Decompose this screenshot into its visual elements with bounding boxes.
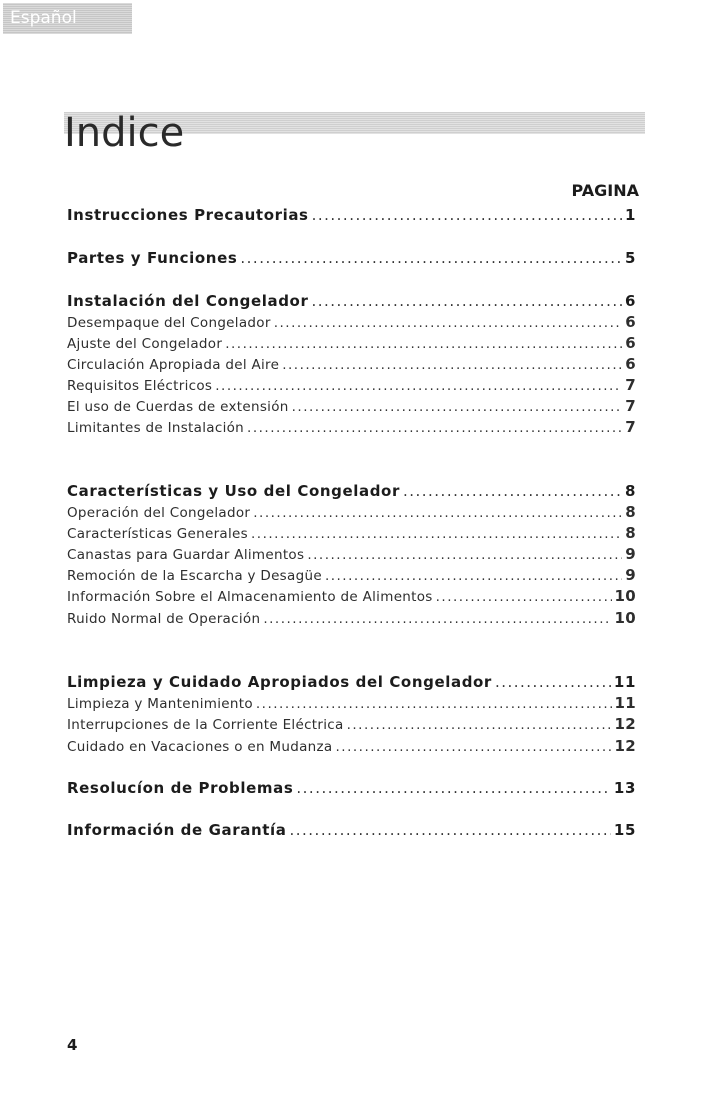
toc-entry-page: 12 — [614, 715, 636, 733]
toc-entry-page: 9 — [625, 566, 636, 584]
dot-leader — [292, 399, 623, 415]
toc-entry[interactable] — [67, 566, 636, 584]
toc-entry-title: Limitantes de Instalación — [67, 420, 245, 436]
toc-entry-title: El uso de Cuerdas de extensión — [67, 399, 289, 415]
toc-entry-title: Ruido Normal de Operación — [67, 611, 261, 627]
dot-leader — [495, 673, 611, 691]
toc-entry-page: 6 — [625, 355, 636, 373]
dot-leader — [347, 717, 612, 733]
toc-entry-title: Limpieza y Cuidado Apropiados del Congelador — [67, 673, 492, 691]
dot-leader — [289, 821, 610, 839]
toc-entry[interactable] — [67, 355, 636, 373]
toc-entry-title: Características Generales — [67, 526, 248, 542]
page-column-header: PAGINA — [571, 181, 639, 200]
dot-leader — [253, 505, 622, 521]
dot-leader — [325, 568, 622, 584]
toc-entry-title: Información de Garantía — [67, 821, 287, 839]
dot-leader — [215, 378, 622, 394]
dot-leader — [403, 482, 622, 500]
toc-entry[interactable] — [67, 673, 636, 691]
toc-entry-title: Información Sobre el Almacenamiento de Alimentos — [67, 589, 433, 605]
toc-entry-title: Instalación del Congelador — [67, 292, 309, 310]
toc-entry[interactable] — [67, 609, 636, 627]
page-title: Indice — [64, 110, 185, 156]
toc-entry-page: 6 — [624, 292, 636, 310]
page-number: 4 — [67, 1036, 78, 1054]
language-tab: Español — [3, 3, 132, 34]
toc-entry-page: 15 — [613, 821, 636, 839]
dot-leader — [263, 611, 611, 627]
toc-entry-page: 12 — [614, 737, 636, 755]
toc-entry[interactable] — [67, 587, 636, 605]
toc-entry-title: Cuidado en Vacaciones o en Mudanza — [67, 739, 333, 755]
toc-entry[interactable] — [67, 524, 636, 542]
dot-leader — [225, 336, 622, 352]
toc-entry-title: Limpieza y Mantenimiento — [67, 696, 253, 712]
toc-entry[interactable] — [67, 503, 636, 521]
dot-leader — [336, 739, 612, 755]
toc-entry[interactable] — [67, 249, 636, 267]
toc-entry-page: 1 — [624, 206, 636, 224]
toc-entry-page: 10 — [614, 609, 636, 627]
toc-entry[interactable] — [67, 397, 636, 415]
toc-entry-page: 8 — [625, 524, 636, 542]
toc-entry-page: 8 — [624, 482, 636, 500]
toc-entry[interactable] — [67, 545, 636, 563]
dot-leader — [247, 420, 622, 436]
toc-entry[interactable] — [67, 737, 636, 755]
toc-entry[interactable] — [67, 418, 636, 436]
toc-entry-title: Resolucíon de Problemas — [67, 779, 294, 797]
toc-entry-title: Operación del Congelador — [67, 505, 251, 521]
toc-entry-page: 13 — [613, 779, 636, 797]
toc-entry-page: 11 — [614, 694, 636, 712]
toc-entry[interactable] — [67, 334, 636, 352]
toc-entry-title: Partes y Funciones — [67, 249, 238, 267]
toc-entry-title: Canastas para Guardar Alimentos — [67, 547, 305, 563]
toc-entry-page: 8 — [625, 503, 636, 521]
toc-entry-page: 7 — [625, 418, 636, 436]
dot-leader — [436, 589, 612, 605]
toc-entry[interactable] — [67, 779, 636, 797]
toc-entry-title: Requisitos Eléctricos — [67, 378, 213, 394]
toc-entry-page: 11 — [613, 673, 636, 691]
toc-entry-title: Ajuste del Congelador — [67, 336, 223, 352]
toc-entry[interactable] — [67, 694, 636, 712]
toc-entry-title: Remoción de la Escarcha y Desagüe — [67, 568, 322, 584]
toc-entry[interactable] — [67, 821, 636, 839]
dot-leader — [282, 357, 622, 373]
toc-entry[interactable] — [67, 292, 636, 310]
toc-entry-page: 7 — [625, 397, 636, 415]
dot-leader — [256, 696, 612, 712]
dot-leader — [240, 249, 622, 267]
toc-entry-page: 6 — [625, 334, 636, 352]
toc-entry[interactable] — [67, 206, 636, 224]
dot-leader — [251, 526, 622, 542]
toc-entry[interactable] — [67, 715, 636, 733]
toc-entry-page: 10 — [614, 587, 636, 605]
toc-entry-page: 5 — [624, 249, 636, 267]
toc-entry-title: Desempaque del Congelador — [67, 315, 271, 331]
dot-leader — [312, 206, 622, 224]
dot-leader — [311, 292, 621, 310]
toc-entry-page: 6 — [625, 313, 636, 331]
dot-leader — [274, 315, 623, 331]
toc-entry[interactable] — [67, 376, 636, 394]
toc-entry[interactable] — [67, 313, 636, 331]
toc-entry[interactable] — [67, 482, 636, 500]
toc-entry-title: Circulación Apropiada del Aire — [67, 357, 280, 373]
dot-leader — [307, 547, 622, 563]
toc-entry-title: Características y Uso del Congelador — [67, 482, 400, 500]
toc-entry-page: 9 — [625, 545, 636, 563]
toc-entry-title: Instrucciones Precautorias — [67, 206, 309, 224]
toc-entry-page: 7 — [625, 376, 636, 394]
toc-entry-title: Interrupciones de la Corriente Eléctrica — [67, 717, 344, 733]
dot-leader — [296, 779, 611, 797]
